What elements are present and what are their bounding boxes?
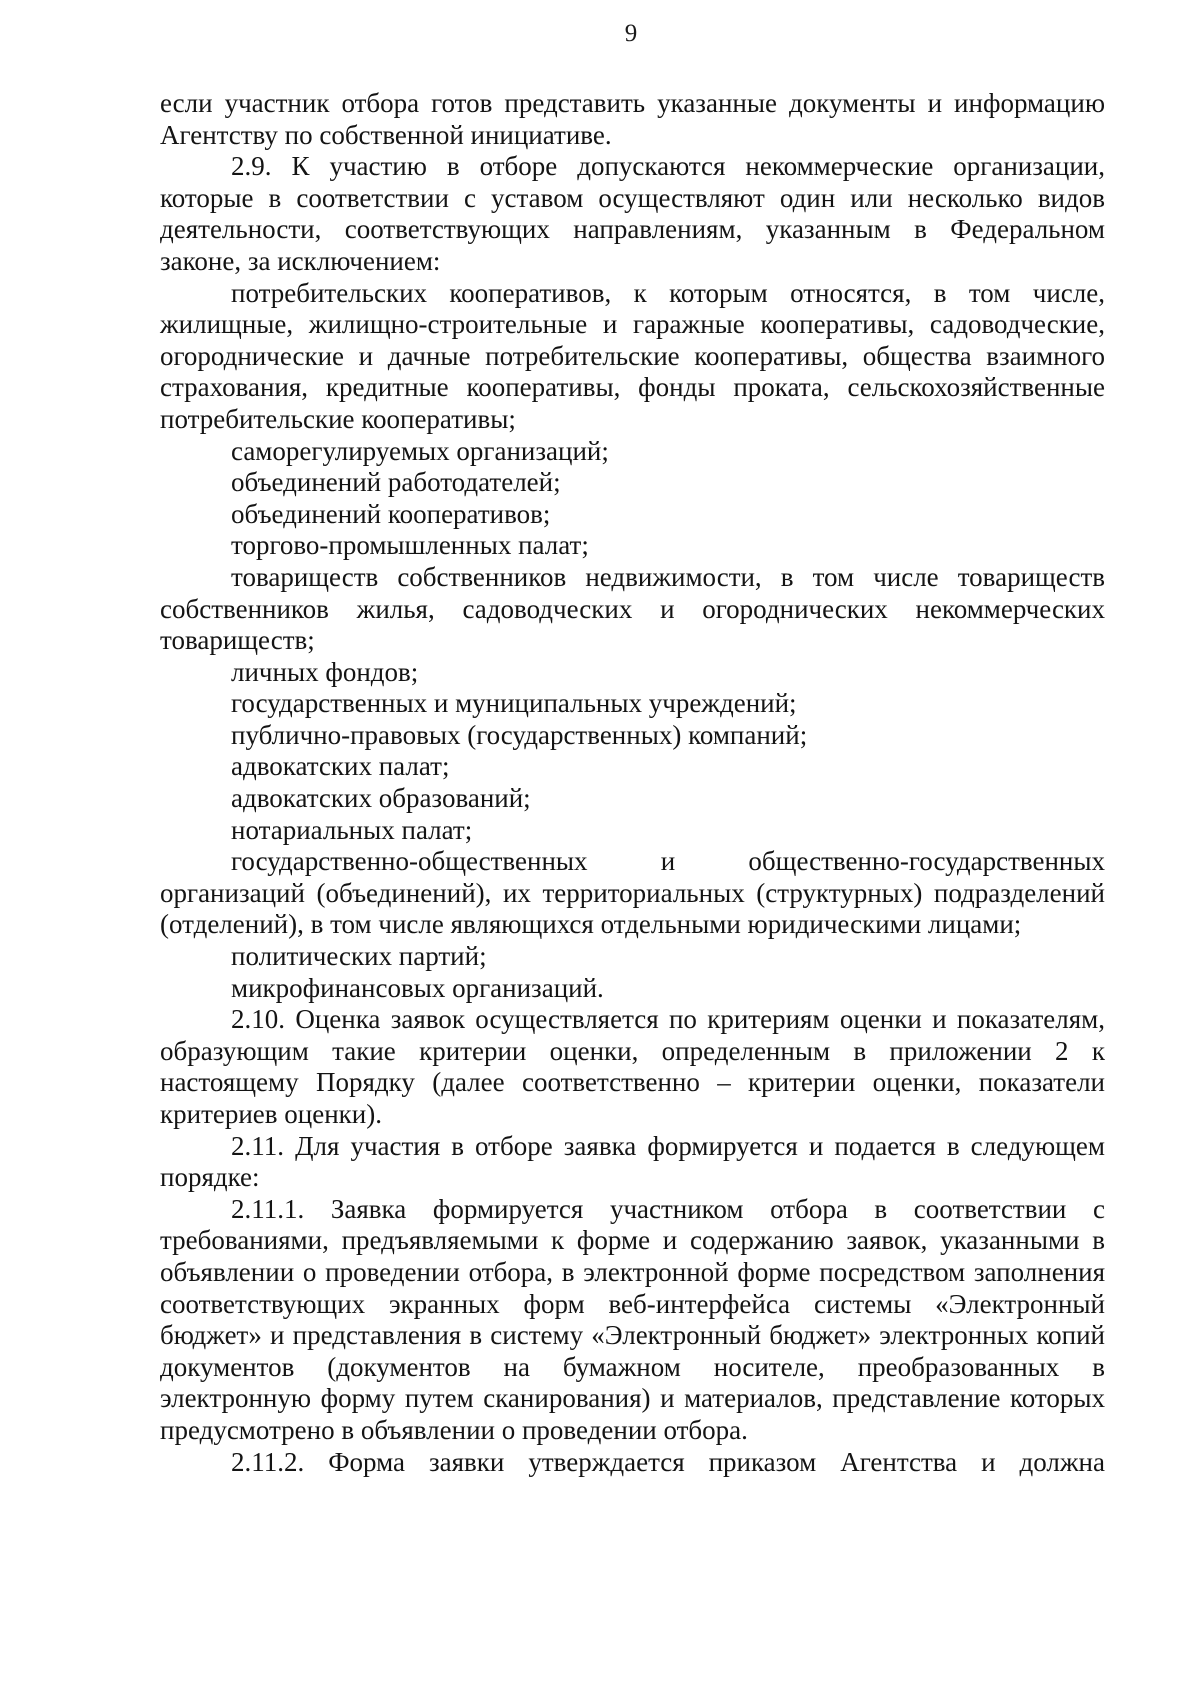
paragraph-2-9: 2.9. К участию в отборе допускаются некоммерческие организации, которые в соответствии с уставом осуществляют один или несколько видов деятельности, соответствующих направлениям, указанным в Федеральном законе, за исключением: <box>160 151 1105 276</box>
list-item-public-law-companies: публично-правовых (государственных) компаний; <box>231 719 808 750</box>
page-number: 9 <box>624 20 638 47</box>
list-item-chambers-of-commerce: торгово-промышленных палат; <box>231 530 589 561</box>
list-item-political-parties: политических партий; <box>231 941 487 972</box>
paragraph-continuation: если участник отбора готов представить указанные документы и информацию Агентству по собственной инициативе. <box>160 88 1105 150</box>
document-body <box>160 88 1105 1478</box>
list-item-state-institutions: государственных и муниципальных учреждений; <box>231 688 797 719</box>
paragraph-2-10: 2.10. Оценка заявок осуществляется по критериям оценки и показателям, образующим такие критерии оценки, определенным в приложении 2 к настоящему Порядку (далее соответственно – критерии оценки, показатели критериев оценки). <box>160 1004 1105 1129</box>
list-item-bar-formations: адвокатских образований; <box>231 783 531 814</box>
list-item-microfinance-orgs: микрофинансовых организаций. <box>231 972 604 1003</box>
paragraph-2-11-2: 2.11.2. Форма заявки утверждается приказом Агентства и должна <box>231 1446 1105 1477</box>
list-item-bar-chambers: адвокатских палат; <box>231 751 450 782</box>
paragraph-2-11-1: 2.11.1. Заявка формируется участником отбора в соответствии с требованиями, предъявляемыми к форме и содержанию заявок, указанными в объявлении о проведении отбора, в электронной форме посредством заполнения соответствующих экранных форм веб-интерфейса системы «Электронный бюджет» и представления в систему «Электронный бюджет» электронных копий документов (документов на бумажном носителе, преобразованных в электронную форму путем сканирования) и материалов, представление которых предусмотрено в объявлении о проведении отбора. <box>160 1193 1105 1445</box>
list-item-self-regulated-orgs: саморегулируемых организаций; <box>231 435 609 466</box>
list-item-state-public-orgs: государственно-общественных и общественно-государственных организаций (объединений), их территориальных (структурных) подразделений (отделений), в том числе являющихся отдельными юридическими лицами; <box>160 846 1105 940</box>
list-item-notary-chambers: нотариальных палат; <box>231 814 473 845</box>
list-item-consumer-cooperatives: потребительских кооперативов, к которым относятся, в том числе, жилищные, жилищно-строительные и гаражные кооперативы, садоводческие, огороднические и дачные потребительские кооперативы, общества взаимного страхования, кредитные кооперативы, фонды проката, сельскохозяйственные потребительские кооперативы; <box>160 277 1105 434</box>
paragraph-2-11: 2.11. Для участия в отборе заявка формируется и подается в следующем порядке: <box>160 1130 1105 1193</box>
list-item-employer-associations: объединений работодателей; <box>231 467 561 498</box>
list-item-property-owners-partnerships: товариществ собственников недвижимости, в том числе товариществ собственников жилья, садоводческих и огороднических некоммерческих товариществ; <box>160 561 1105 656</box>
list-item-personal-funds: личных фондов; <box>231 656 419 687</box>
list-item-cooperative-associations: объединений кооперативов; <box>231 498 551 529</box>
